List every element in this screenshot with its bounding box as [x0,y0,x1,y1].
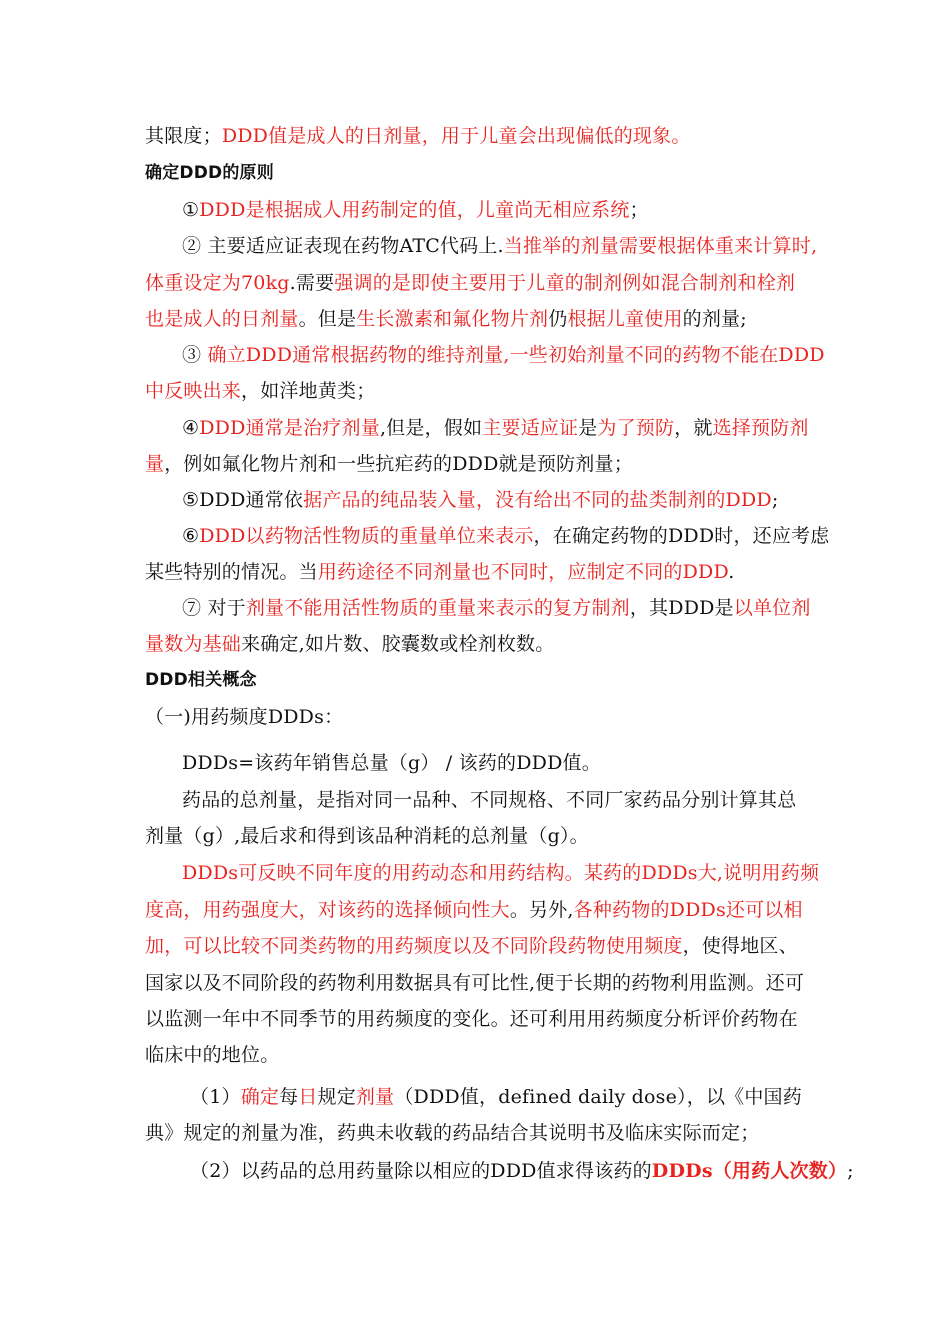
section-heading [145,668,257,692]
highlighted-text: 用药途径不同剂量也不同时，应制定不同的DDD [317,561,729,583]
text-segment: 剂量（g）,最后求和得到该品种消耗的总剂量（g）。 [145,825,589,847]
text-segment: ⑥ [182,525,200,547]
text-segment: 国家以及不同阶段的药物利用数据具有可比性,便于长期的药物利用监测。还可 [145,972,805,994]
highlighted-text: 据产品的纯品装入量，没有给出不同的盐类制剂的DDD [303,489,772,511]
text-segment: ，在确定药物的DDD时，还应考虑 [533,525,830,547]
text-segment: 仍 [548,308,568,330]
text-line [145,705,343,729]
text-line [145,632,554,656]
highlighted-text: 剂量不能用活性物质的重量来表示的复方制剂 [245,597,630,619]
text-segment: ; [771,489,779,511]
text-line [182,596,811,620]
text-segment: 药品的总剂量，是指对同一品种、不同规格、不同厂家药品分别计算其总 [182,789,797,811]
highlighted-text: 体重设定为70kg [145,272,290,294]
highlighted-text: DDD通常是治疗剂量 [199,417,380,439]
text-segment: . [728,561,735,583]
highlighted-text: DDD值是成人的日剂量，用于儿童会出现偏低的现象。 [221,125,691,147]
text-segment: 来确定,如片数、胶囊数或栓剂枚数。 [241,633,555,655]
text-segment: 临床中的地位。 [145,1044,280,1066]
highlighted-text: 各种药物的DDDs还可以相 [573,899,803,921]
highlighted-text: 加，可以比较不同类药物的用药频度以及不同阶段药物使用频度 [145,935,683,957]
highlighted-text: 剂量 [355,1086,395,1108]
highlighted-text: 主要适应证 [482,417,579,439]
text-segment: 典》规定的剂量为准，药典未收载的药品结合其说明书及临床实际而定； [145,1122,760,1144]
highlighted-text: 也是成人的日剂量 [145,308,299,330]
text-segment: ，使得地区、 [682,935,798,957]
text-line [145,898,803,922]
text-segment: 某些特别的情况。当 [145,561,318,583]
highlighted-text: 量数为基础 [145,633,242,655]
text-segment: 的剂量; [682,308,747,330]
text-line [182,343,825,367]
highlighted-text: DDDs可反映不同年度的用药动态和用药结构。某药的DDDs大,说明用药频 [182,862,820,884]
text-segment: 以监测一年中不同季节的用药频度的变化。还可利用用药频度分析评价药物在 [145,1008,798,1030]
highlighted-text: 日 [298,1086,318,1108]
text-line [190,1159,854,1183]
text-line [182,198,649,222]
text-line [145,307,747,331]
text-line [145,124,691,148]
text-line [145,971,804,995]
highlighted-text: 以单位剂 [733,597,811,619]
text-segment: ② 主要适应证表现在药物ATC代码上. [182,235,504,257]
text-segment: .需要 [289,272,335,294]
highlighted-text: 确定 [240,1086,280,1108]
highlighted-text: 确立DDD通常根据药物的维持剂量,一些初始剂量不同的药物不能在DDD [207,344,825,366]
text-line [145,824,589,848]
text-segment: ，其DDD是 [629,597,734,619]
highlighted-text: 当推举的剂量需要根据体重来计算时, [503,235,818,257]
highlighted-text: DDD以药物活性物质的重量单位来表示 [199,525,534,547]
text-segment: 确定DDD的原则 [145,163,274,183]
text-segment: ; [847,1160,854,1182]
highlighted-text: DDD是根据成人用药制定的值，儿童尚无相应系统 [199,199,630,221]
text-segment: （DDD值，defined daily dose），以《中国药 [394,1086,802,1108]
highlighted-text: DDDs（用药人次数） [651,1160,848,1182]
text-segment: ⑦ 对于 [182,597,246,619]
text-line [190,1085,802,1109]
text-segment: ，就 [674,417,713,439]
highlighted-text: 度高，用药强度大，对该药的选择倾向性大 [145,899,510,921]
highlighted-text: 中反映出来 [145,380,242,402]
text-line [145,1043,279,1067]
text-segment: ,但是，假如 [379,417,483,439]
highlighted-text: 选择预防剂 [712,417,809,439]
text-segment: ； [629,199,649,221]
highlighted-text: 强调的是即使主要用于儿童的制剂例如混合制剂和栓剂 [334,272,796,294]
text-segment: ，例如氟化物片剂和一些抗疟药的DDD就是预防剂量； [164,453,633,475]
text-segment: （一)用药频度DDDs： [145,706,344,728]
text-segment: 规定 [317,1086,356,1108]
text-line [182,524,829,548]
text-segment: （1） [190,1086,241,1108]
highlighted-text: 生长激素和氟化物片剂 [356,308,549,330]
section-heading [145,161,274,185]
text-line [182,416,809,440]
text-line [145,452,633,476]
text-line [182,861,819,885]
text-line [145,560,735,584]
text-segment: 每 [279,1086,299,1108]
text-segment: 是 [578,417,598,439]
text-line [145,379,375,403]
text-segment: ④ [182,417,200,439]
text-line [145,1121,759,1145]
text-segment: （2）以药品的总用药量除以相应的DDD值求得该药的 [190,1160,652,1182]
text-segment: ③ [182,344,208,366]
highlighted-text: 为了预防 [597,417,675,439]
text-segment: ⑤DDD通常依 [182,489,304,511]
text-line [145,934,798,958]
text-segment: 。但是 [298,308,357,330]
text-segment: ① [182,199,200,221]
text-line [182,751,601,775]
text-segment: 其限度； [145,125,222,147]
text-segment: ，如洋地黄类； [241,380,376,402]
text-line [182,788,796,812]
text-line [182,234,817,258]
highlighted-text: 根据儿童使用 [567,308,683,330]
highlighted-text: 量 [145,453,165,475]
text-segment: DDDs=该药年销售总量（g） / 该药的DDD值。 [182,752,601,774]
text-segment: DDD相关概念 [145,670,257,690]
text-segment: 。另外, [509,899,574,921]
text-line [145,271,795,295]
text-line [182,488,778,512]
text-line [145,1007,798,1031]
